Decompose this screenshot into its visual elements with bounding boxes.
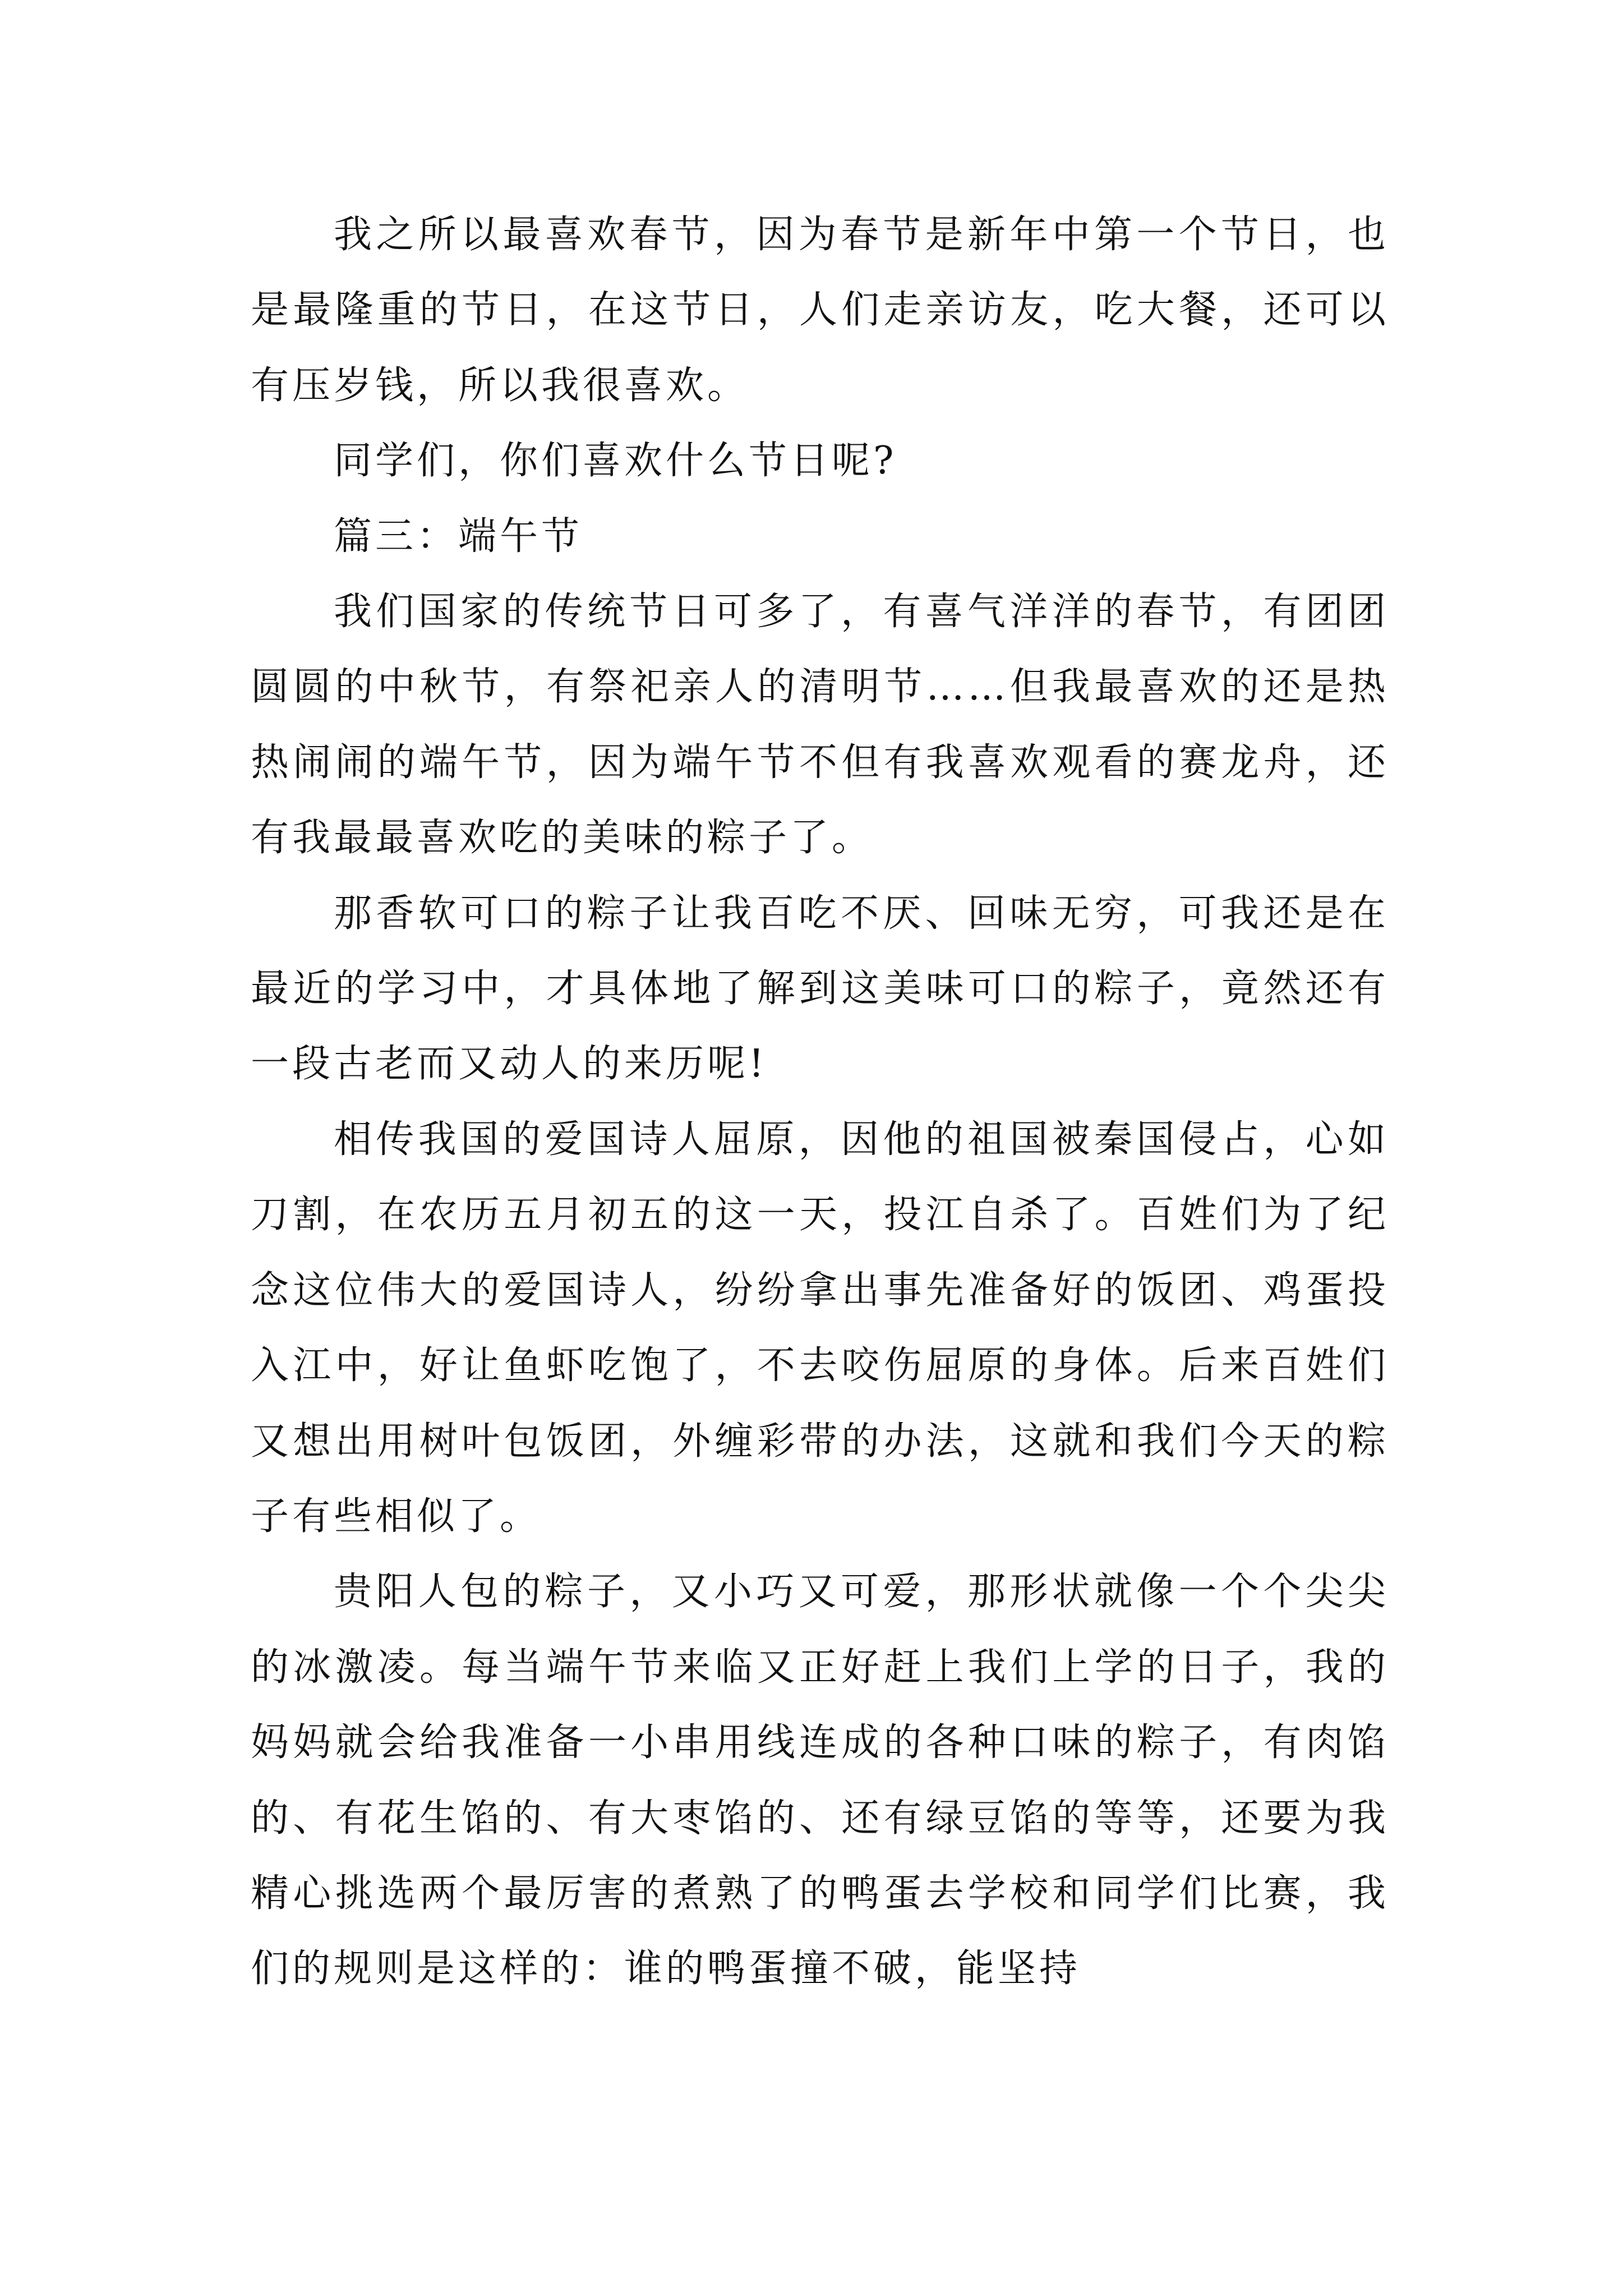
- paragraph-guiyang-zongzi: 贵阳人包的粽子，又小巧又可爱，那形状就像一个个尖尖的冰激凌。每当端午节来临又正好赶上我们上学的日子，我的妈妈就会给我准备一小串用线连成的各种口味的粽子，有肉馅的、有花生馅的、有大枣馅的、还有绿豆馅的等等，还要为我精心挑选两个最厉害的煮熟了的鸭蛋去学校和同学们比赛，我们的规则是这样的：谁的鸭蛋撞不破，能坚持: [251, 1570, 1389, 1991]
- paragraph-question: 同学们，你们喜欢什么节日呢?: [334, 439, 897, 484]
- paragraph-traditional-festivals: 我们国家的传统节日可多了，有喜气洋洋的春节，有团团圆圆的中秋节，有祭祀亲人的清明节……但我最喜欢的还是热热闹闹的端午节，因为端午节不但有我喜欢观看的赛龙舟，还有我最最喜欢吃的美味的粽子了。: [251, 590, 1389, 861]
- paragraph-quyuan-legend: 相传我国的爱国诗人屈原，因他的祖国被秦国侵占，心如刀割，在农历五月初五的这一天，投江自杀了。百姓们为了纪念这位伟大的爱国诗人，纷纷拿出事先准备好的饭团、鸡蛋投入江中，好让鱼虾吃饱了，不去咬伤屈原的身体。后来百姓们又想出用树叶包饭团，外缠彩带的办法，这就和我们今天的粽子有些相似了。: [251, 1117, 1389, 1539]
- document-body: [251, 197, 1389, 2007]
- paragraph-zongzi-taste: 那香软可口的粽子让我百吃不厌、回味无穷，可我还是在最近的学习中，才具体地了解到这美味可口的粽子，竟然还有一段古老而又动人的来历呢!: [251, 891, 1389, 1087]
- paragraph-spring-festival-reason: 我之所以最喜欢春节，因为春节是新年中第一个节日，也是最隆重的节日，在这节日，人们走亲访友，吃大餐，还可以有压岁钱，所以我很喜欢。: [251, 213, 1389, 408]
- section-heading: 篇三：端午节: [334, 514, 583, 559]
